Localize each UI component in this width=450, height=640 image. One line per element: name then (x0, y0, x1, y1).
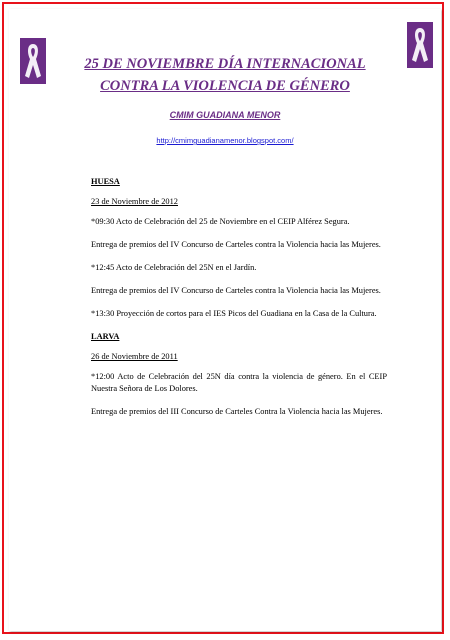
awareness-ribbon-icon (407, 22, 433, 68)
title-line-1: 25 DE NOVIEMBRE DÍA INTERNACIONAL (84, 56, 366, 72)
event-date: 26 de Noviembre de 2011 (91, 352, 178, 361)
event-date: 23 de Noviembre de 2012 (91, 197, 178, 206)
section-larva (91, 331, 387, 418)
event-paragraph: Entrega de premios del IV Concurso de Carteles contra la Violencia hacia las Mujeres. (91, 286, 381, 295)
event-paragraph: *12:45 Acto de Celebración del 25N en el Jardín. (91, 263, 257, 272)
event-paragraph: Entrega de premios del III Concurso de Carteles Contra la Violencia hacia las Mujeres. (91, 407, 383, 416)
event-paragraph: Entrega de premios del IV Concurso de Carteles contra la Violencia hacia las Mujeres. (91, 240, 381, 249)
title-line-2: CONTRA LA VIOLENCIA DE GÉNERO (100, 78, 350, 94)
blog-link[interactable]: http://cmimguadianamenor.blogspot.com/ (156, 136, 294, 145)
town-heading: HUESA (91, 177, 120, 186)
event-paragraph: *09:30 Acto de Celebración del 25 de Noviembre en el CEIP Alférez Segura. (91, 217, 350, 226)
page-title (60, 53, 390, 97)
awareness-ribbon-icon (20, 38, 46, 84)
event-paragraph: *13:30 Proyección de cortos para el IES Picos del Guadiana en la Casa de la Cultura. (91, 309, 377, 318)
event-schedule (91, 176, 387, 429)
event-paragraph: *12:00 Acto de Celebración del 25N día contra la violencia de género. En el CEIP Nuestra Señora de Los Dolores. (91, 372, 387, 393)
town-heading: LARVA (91, 332, 120, 341)
section-huesa (91, 176, 387, 320)
organization-name: CMIM GUADIANA MENOR (169, 110, 281, 120)
